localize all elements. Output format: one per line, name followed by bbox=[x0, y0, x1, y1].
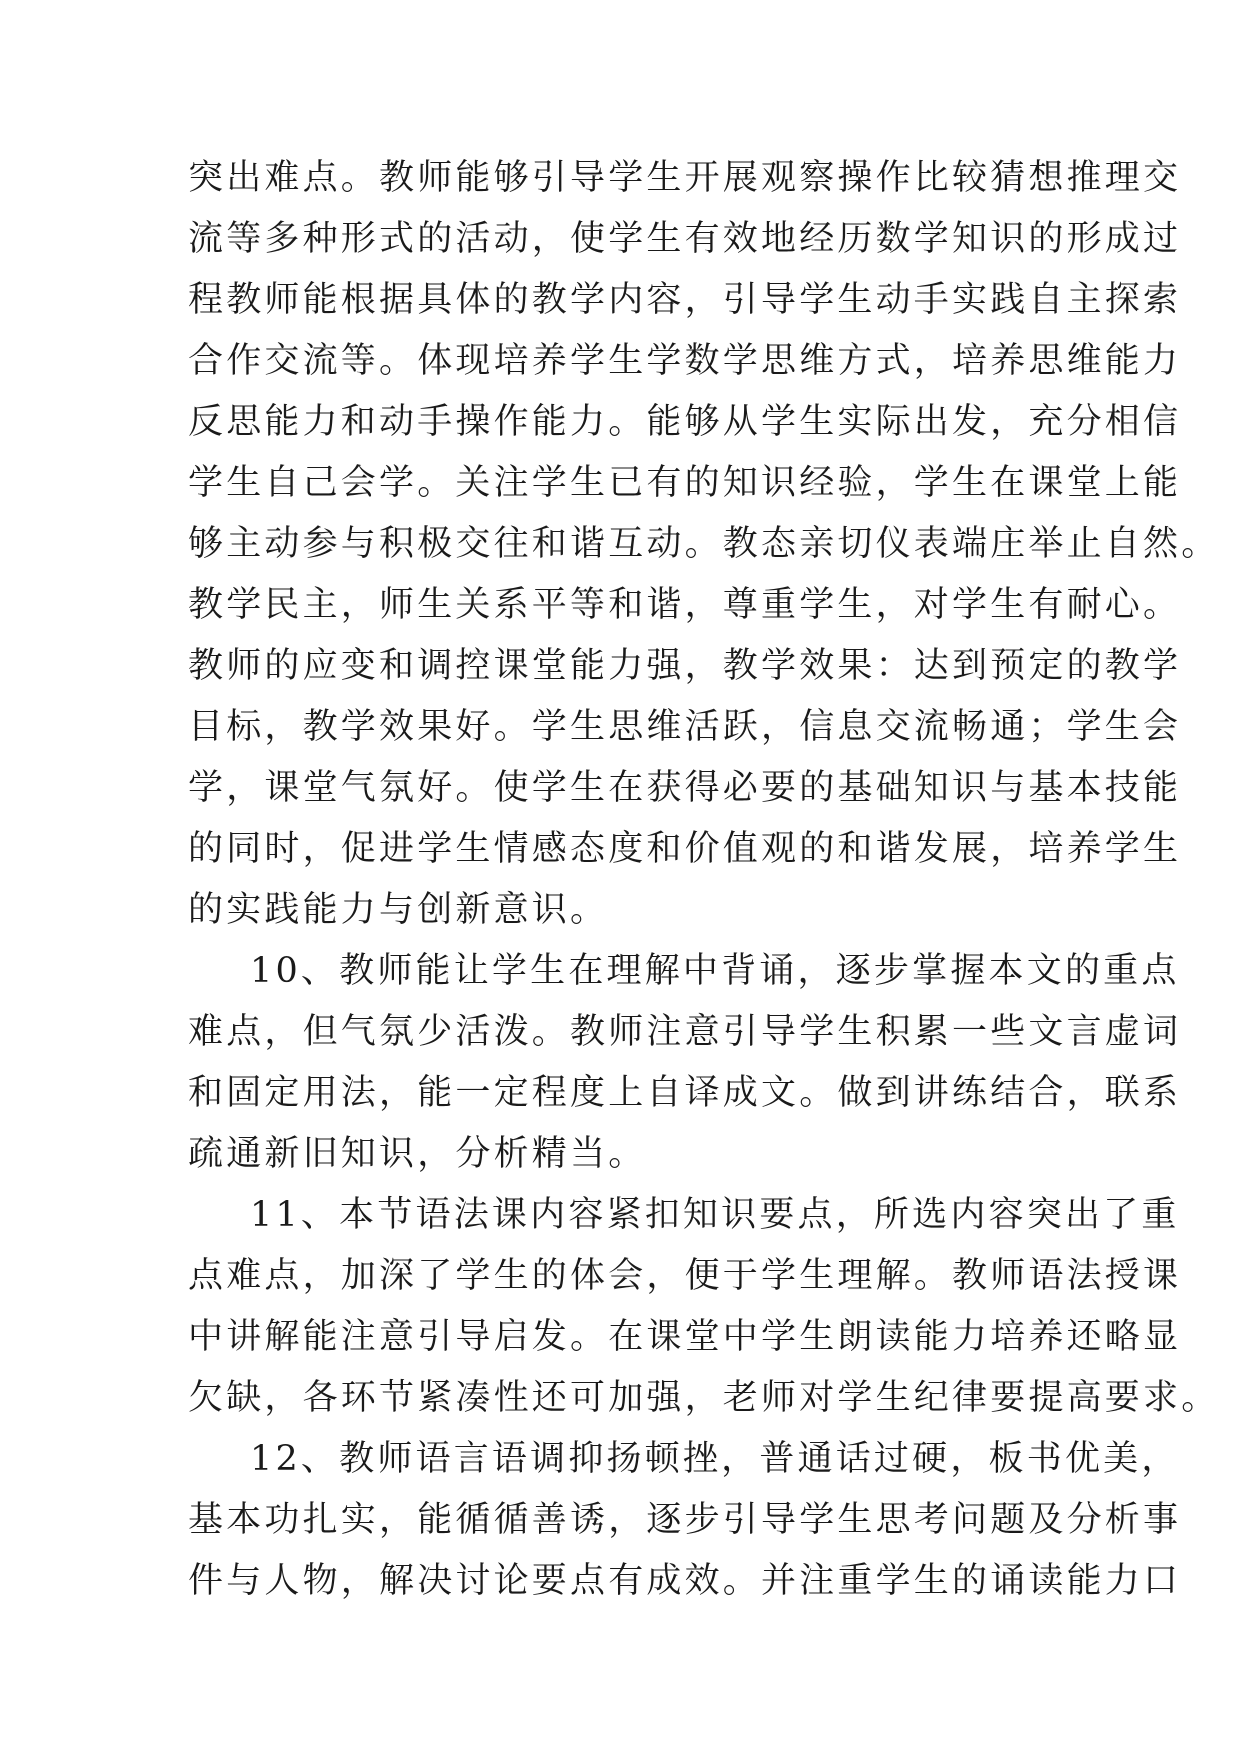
text-line: 教学民主，师生关系平等和谐，尊重学生，对学生有耐心。 bbox=[188, 585, 1182, 625]
text-line: 的实践能力与创新意识。 bbox=[188, 890, 609, 930]
paragraph-12-first-line: 12、教师语言语调抑扬顿挫，普通话过硬，板书优美， bbox=[250, 1439, 1180, 1479]
text-line: 合作交流等。体现培养学生学数学思维方式，培养思维能力 bbox=[188, 341, 1182, 381]
paragraph-10-first-line: 10、教师能让学生在理解中背诵，逐步掌握本文的重点 bbox=[250, 951, 1180, 991]
text-line: 目标，教学效果好。学生思维活跃，信息交流畅通；学生会 bbox=[188, 707, 1182, 747]
text-line: 难点，但气氛少活泼。教师注意引导学生积累一些文言虚词 bbox=[188, 1012, 1182, 1052]
text-line: 疏通新旧知识，分析精当。 bbox=[188, 1134, 647, 1174]
text-line: 反思能力和动手操作能力。能够从学生实际出发，充分相信 bbox=[188, 402, 1182, 442]
text-line: 点难点，加深了学生的体会，便于学生理解。教师语法授课 bbox=[188, 1256, 1182, 1296]
text-line: 和固定用法，能一定程度上自译成文。做到讲练结合，联系 bbox=[188, 1073, 1182, 1113]
text-line: 教师的应变和调控课堂能力强，教学效果：达到预定的教学 bbox=[188, 646, 1182, 686]
paragraph-11-first-line: 11、本节语法课内容紧扣知识要点，所选内容突出了重 bbox=[250, 1195, 1180, 1235]
text-line: 中讲解能注意引导启发。在课堂中学生朗读能力培养还略显 bbox=[188, 1317, 1182, 1357]
text-line: 件与人物，解决讨论要点有成效。并注重学生的诵读能力口 bbox=[188, 1561, 1182, 1601]
text-line: 流等多种形式的活动，使学生有效地经历数学知识的形成过 bbox=[188, 219, 1182, 259]
text-line: 学，课堂气氛好。使学生在获得必要的基础知识与基本技能 bbox=[188, 768, 1182, 808]
text-line: 欠缺，各环节紧凑性还可加强，老师对学生纪律要提高要求。 bbox=[188, 1378, 1220, 1418]
text-line: 基本功扎实，能循循善诱，逐步引导学生思考问题及分析事 bbox=[188, 1500, 1182, 1540]
text-line: 学生自己会学。关注学生已有的知识经验，学生在课堂上能 bbox=[188, 463, 1182, 503]
text-line: 的同时，促进学生情感态度和价值观的和谐发展，培养学生 bbox=[188, 829, 1182, 869]
text-line: 突出难点。教师能够引导学生开展观察操作比较猜想推理交 bbox=[188, 158, 1182, 198]
text-line: 程教师能根据具体的教学内容，引导学生动手实践自主探索 bbox=[188, 280, 1182, 320]
document-body bbox=[188, 148, 1220, 1612]
text-line: 够主动参与积极交往和谐互动。教态亲切仪表端庄举止自然。 bbox=[188, 524, 1220, 564]
